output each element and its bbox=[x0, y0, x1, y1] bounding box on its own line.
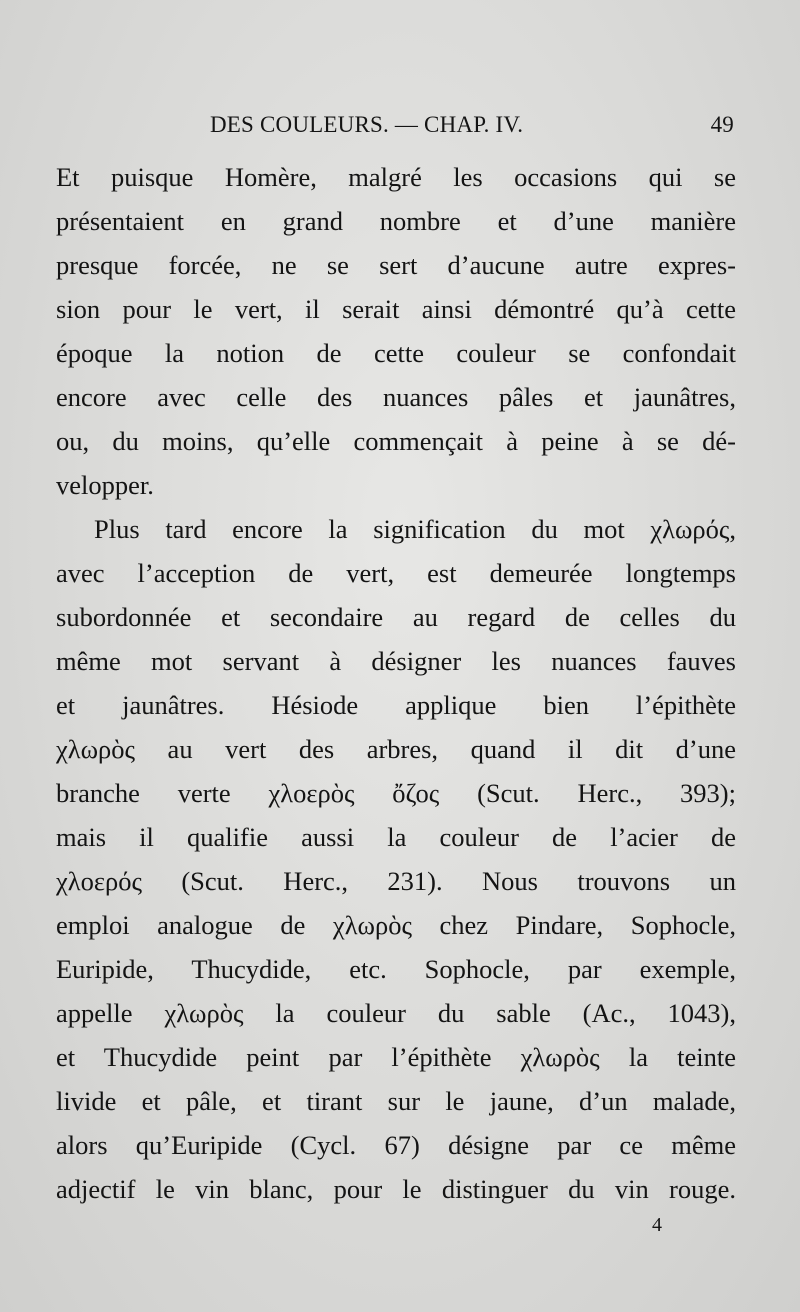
text-line: alors qu’Euripide (Cycl. 67) désigne par ce même bbox=[56, 1130, 736, 1160]
body-text bbox=[56, 155, 736, 1211]
text-line: mais il qualifie aussi la couleur de l’acier de bbox=[56, 822, 736, 852]
page-number: 49 bbox=[710, 112, 734, 137]
text-line: ou, du moins, qu’elle commençait à peine à se dé- bbox=[56, 426, 736, 456]
text-line: avec l’acception de vert, est demeurée longtemps bbox=[56, 558, 736, 588]
text-line: presque forcée, ne se sert d’aucune autre expres- bbox=[56, 250, 736, 280]
text-line: et Thucydide peint par l’épithète χλωρὸς la teinte bbox=[56, 1042, 736, 1072]
text-line: adjectif le vin blanc, pour le distinguer du vin rouge. bbox=[56, 1174, 736, 1204]
text-line: branche verte χλοερὸς ὄζος (Scut. Herc., 393); bbox=[56, 778, 736, 808]
text-line: et jaunâtres. Hésiode applique bien l’épithète bbox=[56, 690, 736, 720]
text-line: emploi analogue de χλωρὸς chez Pindare, Sophocle, bbox=[56, 910, 736, 940]
running-head: DES COULEURS. — CHAP. IV. bbox=[210, 112, 524, 137]
text-line: époque la notion de cette couleur se confondait bbox=[56, 338, 736, 368]
text-line: Plus tard encore la signification du mot χλωρός, bbox=[94, 514, 736, 544]
text-line: même mot servant à désigner les nuances fauves bbox=[56, 646, 736, 676]
text-line: velopper. bbox=[56, 470, 154, 500]
page-header bbox=[60, 112, 732, 142]
text-line: appelle χλωρὸς la couleur du sable (Ac., 1043), bbox=[56, 998, 736, 1028]
text-line: subordonnée et secondaire au regard de celles du bbox=[56, 602, 736, 632]
text-line: livide et pâle, et tirant sur le jaune, d’un malade, bbox=[56, 1086, 736, 1116]
text-line: sion pour le vert, il serait ainsi démontré qu’à cette bbox=[56, 294, 736, 324]
text-line: χλοερός (Scut. Herc., 231). Nous trouvons un bbox=[56, 866, 736, 896]
signature-mark: 4 bbox=[652, 1214, 662, 1236]
text-line: présentaient en grand nombre et d’une manière bbox=[56, 206, 736, 236]
text-line: Et puisque Homère, malgré les occasions qui se bbox=[56, 162, 736, 192]
text-line: Euripide, Thucydide, etc. Sophocle, par exemple, bbox=[56, 954, 736, 984]
text-line: χλωρὸς au vert des arbres, quand il dit d’une bbox=[56, 734, 736, 764]
text-line: encore avec celle des nuances pâles et jaunâtres, bbox=[56, 382, 736, 412]
